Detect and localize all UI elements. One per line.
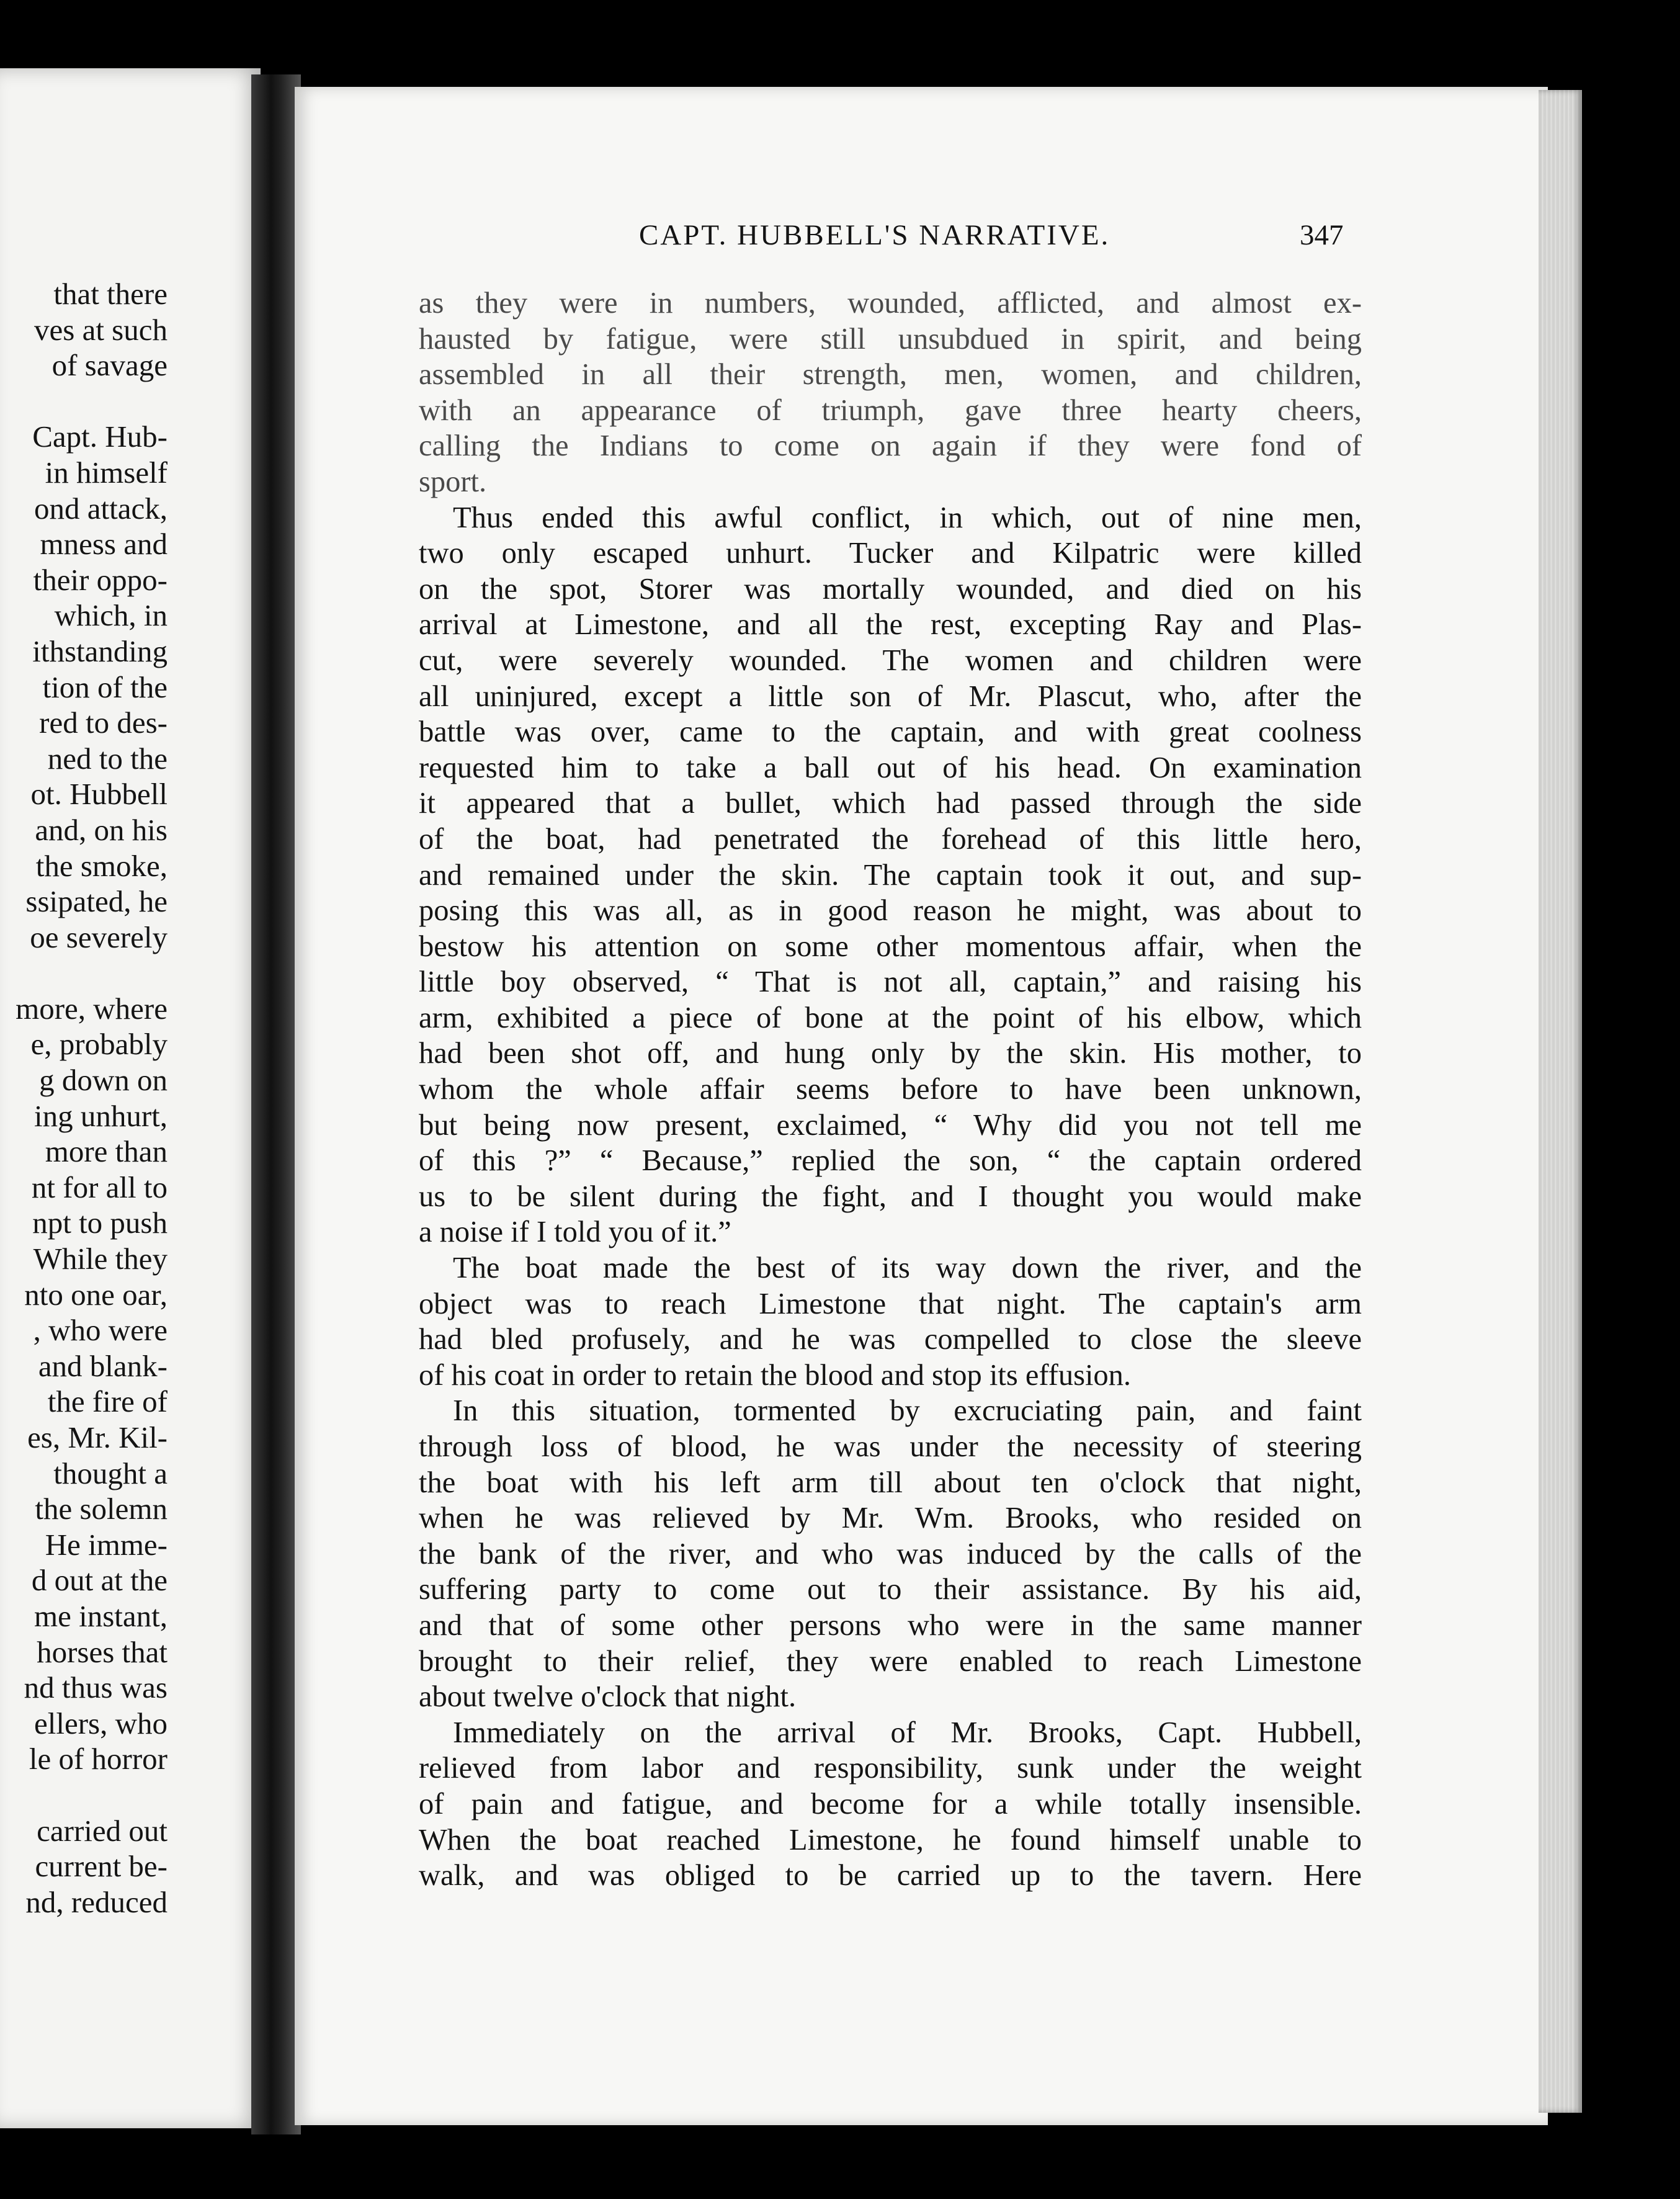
left-page-line: which, in xyxy=(54,598,168,633)
left-page-line: ves at such xyxy=(34,312,168,347)
left-page-line: more than xyxy=(45,1134,168,1169)
text-line: object was to reach Limestone that night. The captain's arm xyxy=(419,1287,1362,1320)
left-page-line: more, where xyxy=(16,991,168,1026)
left-page-line: le of horror xyxy=(29,1742,168,1776)
left-page-line: npt to push xyxy=(32,1206,168,1240)
left-page-line: While they xyxy=(33,1242,168,1276)
text-line: cut, were severely wounded. The women and children were xyxy=(419,643,1362,677)
text-line: whom the whole affair seems before to have been unknown, xyxy=(419,1073,1362,1106)
left-page-line: oe severely xyxy=(30,920,168,954)
left-page-line: tion of the xyxy=(42,670,168,704)
text-line: about twelve o'clock that night. xyxy=(419,1680,797,1714)
text-line: us to be silent during the fight, and I thought you would make xyxy=(419,1180,1362,1213)
left-page-line: g down on xyxy=(39,1063,168,1098)
text-line: and remained under the skin. The captain took it out, and sup- xyxy=(419,858,1362,892)
text-line: of his coat in order to retain the blood and stop its effusion. xyxy=(419,1358,1132,1392)
left-page-line: ithstanding xyxy=(32,634,168,668)
left-page-line: Capt. Hub- xyxy=(32,419,168,454)
text-line: two only escaped unhurt. Tucker and Kilpatric were killed xyxy=(419,537,1362,570)
left-page-line: their oppo- xyxy=(33,562,168,597)
text-line: as they were in numbers, wounded, afflicted, and almost ex- xyxy=(419,287,1362,320)
text-line: but being now present, exclaimed, “ Why did you not tell me xyxy=(419,1108,1362,1142)
text-line: of pain and fatigue, and become for a while totally insensible. xyxy=(419,1787,1362,1821)
left-page-line: of savage xyxy=(51,348,168,383)
text-line: The boat made the best of its way down the river, and the xyxy=(453,1252,1362,1285)
text-line: walk, and was obliged to be carried up to the tavern. Here xyxy=(419,1859,1362,1892)
left-page-line: that there xyxy=(53,277,168,311)
text-line: with an appearance of triumph, gave three hearty cheers, xyxy=(419,393,1362,427)
left-page-line: He imme- xyxy=(45,1527,168,1562)
text-line: Thus ended this awful conflict, in which, out of nine men, xyxy=(453,501,1362,534)
text-line: when he was relieved by Mr. Wm. Brooks, who resided on xyxy=(419,1502,1362,1535)
text-line: all uninjured, except a little son of Mr. Plascut, who, after the xyxy=(419,679,1362,713)
text-line: of the boat, had penetrated the forehead of this little hero, xyxy=(419,822,1362,856)
text-line: the bank of the river, and who was induced by the calls of the xyxy=(419,1537,1362,1570)
text-line: posing this was all, as in good reason he might, was about to xyxy=(419,894,1362,928)
left-page-line: nt for all to xyxy=(31,1170,168,1204)
text-line: brought to their relief, they were enabled to reach Limestone xyxy=(419,1644,1362,1678)
text-line: little boy observed, “ That is not all, captain,” and raising his xyxy=(419,965,1362,999)
left-page-line: thought a xyxy=(53,1456,168,1490)
left-page-line: nto one oar, xyxy=(24,1277,168,1312)
text-line: arrival at Limestone, and all the rest, excepting Ray and Plas- xyxy=(419,608,1362,642)
text-line: When the boat reached Limestone, he found himself unable to xyxy=(419,1823,1362,1856)
text-line: assembled in all their strength, men, women, and children, xyxy=(419,358,1362,392)
text-line: relieved from labor and responsibility, sunk under the weight xyxy=(419,1752,1362,1785)
left-page-line: current be- xyxy=(35,1849,168,1884)
text-line: the boat with his left arm till about ten o'clock that night, xyxy=(419,1466,1362,1499)
left-page xyxy=(0,68,261,2128)
text-line: had bled profusely, and he was compelled to close the sleeve xyxy=(419,1323,1362,1356)
left-page-line: in himself xyxy=(45,455,168,490)
left-page-line: and, on his xyxy=(35,812,168,847)
left-page-line: d out at the xyxy=(31,1563,168,1598)
text-line: calling the Indians to come on again if they were fond of xyxy=(419,429,1362,463)
left-page-line: nd thus was xyxy=(24,1670,168,1705)
left-page-text xyxy=(0,276,168,1920)
text-line: In this situation, tormented by excruciating pain, and faint xyxy=(453,1394,1362,1428)
text-line: hausted by fatigue, were still unsubdued in spirit, and being xyxy=(419,322,1362,356)
left-page-line: ssipated, he xyxy=(25,884,168,919)
left-page-line: mness and xyxy=(40,527,168,562)
text-line: on the spot, Storer was mortally wounded, and died on his xyxy=(419,572,1362,606)
left-page-line: me instant, xyxy=(34,1598,168,1633)
left-page-line xyxy=(0,383,168,419)
page-edge xyxy=(1539,90,1582,2113)
left-page-line: the smoke, xyxy=(35,848,168,883)
left-page-line: horses that xyxy=(37,1634,168,1669)
left-page-line: carried out xyxy=(37,1813,168,1848)
body-text xyxy=(419,285,1362,1894)
left-page-line: the solemn xyxy=(35,1492,168,1526)
left-page-line xyxy=(0,955,168,991)
text-line: bestow his attention on some other momentous affair, when the xyxy=(419,929,1362,963)
text-line: suffering party to come out to their assistance. By his aid, xyxy=(419,1573,1362,1606)
left-page-line: ond attack, xyxy=(34,491,168,526)
left-page-line: red to des- xyxy=(39,705,168,740)
text-line: of this ?” “ Because,” replied the son, “ the captain ordered xyxy=(419,1144,1362,1178)
text-line: sport. xyxy=(419,465,487,498)
text-line: battle was over, came to the captain, and with great coolness xyxy=(419,715,1362,749)
text-line: arm, exhibited a piece of bone at the point of his elbow, which xyxy=(419,1001,1362,1034)
left-page-line: e, probably xyxy=(30,1027,168,1062)
running-head: CAPT. HUBBELL'S NARRATIVE. xyxy=(639,219,1110,251)
book-gutter xyxy=(251,74,301,2134)
left-page-line: ing unhurt, xyxy=(34,1098,168,1133)
left-page-line: the fire of xyxy=(47,1384,168,1419)
page-number: 347 xyxy=(1300,219,1344,251)
text-line: requested him to take a ball out of his head. On examination xyxy=(419,751,1362,784)
left-page-line: nd, reduced xyxy=(25,1884,168,1919)
text-line: through loss of blood, he was under the necessity of steering xyxy=(419,1430,1362,1463)
left-page-line: ot. Hubbell xyxy=(30,777,168,812)
left-page-line: ellers, who xyxy=(34,1706,168,1740)
left-page-line: , who were xyxy=(33,1313,168,1348)
left-page-line xyxy=(0,1777,168,1813)
left-page-line: es, Mr. Kil- xyxy=(27,1420,168,1454)
left-page-line: and blank- xyxy=(38,1348,168,1383)
text-line: it appeared that a bullet, which had passed through the side xyxy=(419,787,1362,820)
text-line: Immediately on the arrival of Mr. Brooks, Capt. Hubbell, xyxy=(453,1716,1362,1749)
text-line: and that of some other persons who were in the same manner xyxy=(419,1608,1362,1642)
text-line: a noise if I told you of it.” xyxy=(419,1216,731,1249)
left-page-line: ned to the xyxy=(47,741,168,776)
text-line: had been shot off, and hung only by the skin. His mother, to xyxy=(419,1037,1362,1070)
